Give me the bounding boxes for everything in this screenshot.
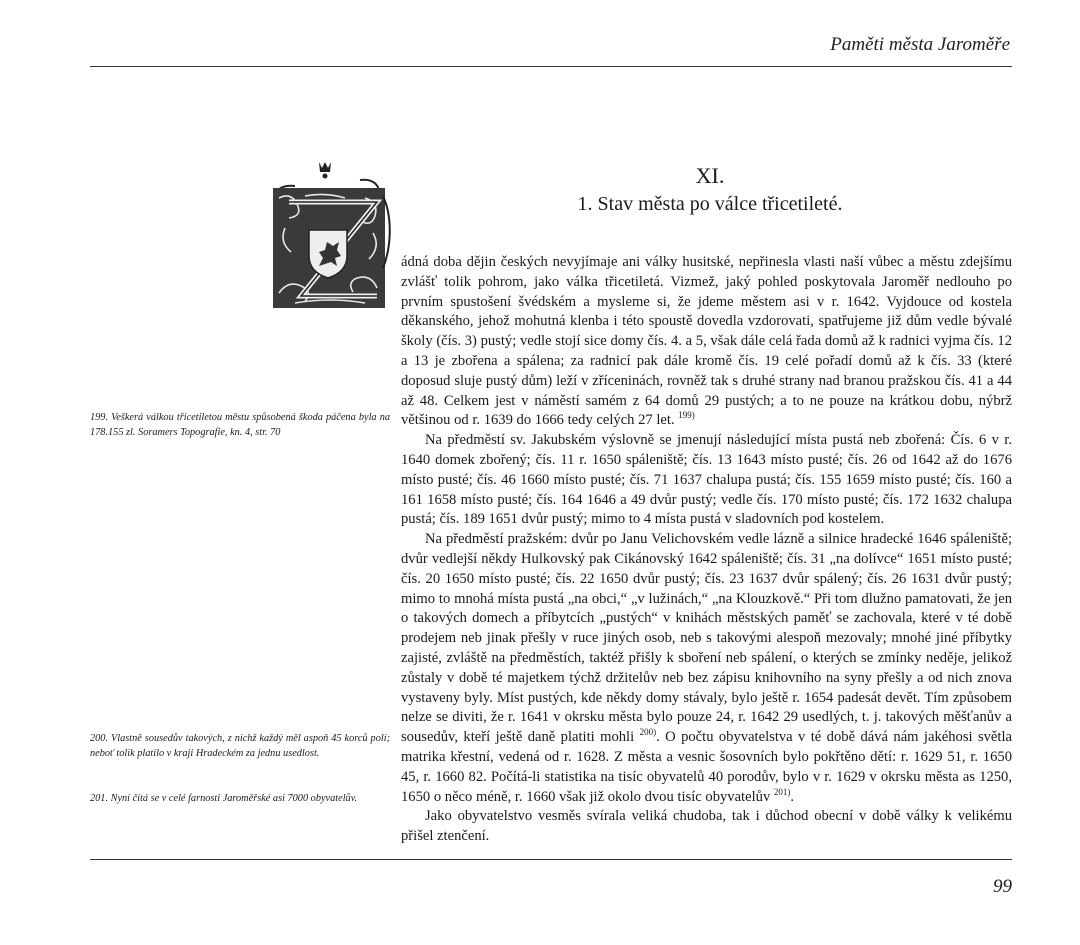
footnote-ref-201: 201) xyxy=(773,786,791,797)
paragraph-3-text-c: . xyxy=(790,788,795,805)
paragraph-3 xyxy=(401,530,1012,807)
page-number: 99 xyxy=(993,876,1012,897)
paragraph-3-text-a: Na předměstí pražském: dvůr po Janu Velichovském vedle lázně a silnice hradecké 1646 spáleniště; dvůr vedlejší někdy Hulkovský pak Cikánovský 1642 spáleniště; čís. 31 „na dolívce“ 1651 místo pusté; čís. 20 1650 místo pusté; čís. 22 1650 dvůr pustý; čís. 23 1637 dvůr spálený; čís. 26 1631 dvůr pustý; mimo to mnohá místa pustá „na obci,“ „v lužinách,“ „na Klouzkově.“ Při tom dlužno pamatovati, že jen o takových domech a příbytcích „pustých“ v knihách městských paměť se zachovala, které v té době prodejem neb jinak přešly v ruce jiných osob, neb s takovými alespoň mezovaly; mnohé jiné příbytky zajisté, zvláště na předměstích, taktéž přišly k sboření neb spálení, o kterých se zmínky neděje, jelikož zůstaly v době té majetkem týchž držitelův neb bez zápisu knihovního na syny přešly a od nich znova vystaveny byly. Míst pustých, kde někdy domy stávaly, bylo ještě r. 1654 padesát devět. Tím způsobem nelze se diviti, že r. 1641 v okrsku města bylo pouze 24, r. 1642 29 usedlých, t. j. takových měšťanův a sousedův, kteří ještě daně platiti mohli xyxy=(401,531,1012,746)
paragraph-1-text: ádná doba dějin českých nevyjímaje ani války husitské, nepřinesla vlasti naší vůbec a městu zdejšímu zvlášť tolik pohrom, jako válka třicetiletá. Vizmež, jaký pohled poskytovala Jaroměř nedlouho po prvním spustošení švédském a mysleme si, že jdeme městem asi v r. 1642. Vyjdouce od kostela děkanského, jehož mohutná klenba i této spoustě dovedla vzdorovati, spatřujeme již dům vedle bývalé školy (čís. 3) pustý; vedle stojí sice domy čís. 4. a 5, však dále celá řada domů až k radnici vyjma čís. 12 a 13 je zbořena a spálena; za radnicí pak dále kromě čís. 19 celé pořadí domů až k čís. 33 (které doposud sluje pustý dům) leží v zříceninách, rovněž tak s druhé strany nad branou pražskou čís. 41 a 44 až 48. Celkem jest v náměstí samém z 64 domů 29 pustých; a to ne pouze na krátkou dobu, nýbrž většinou od r. 1639 do 1666 tedy celých 27 let. xyxy=(401,254,1012,429)
footnote-201: 201. Nyní čítá se v celé farnosti Jaroměřské asi 7000 obyvatelův. xyxy=(90,793,358,804)
decorated-initial-letter-with-lion-crest-icon xyxy=(265,158,395,313)
footnote-200: 200. Vlastně sousedův takových, z nichž každý měl aspoň 45 korců polí; neboť tolik platilo v kraji Hradeckém za jednu usedlost. xyxy=(90,733,390,759)
body-text xyxy=(401,253,1012,847)
paragraph-4: Jako obyvatelstvo vesměs svírala veliká chudoba, tak i důchod obecní v době války k velikému přišel ztenčení. xyxy=(401,808,1012,845)
running-header: Paměti města Jaroměře xyxy=(830,34,1010,55)
header-rule xyxy=(90,66,1012,67)
paragraph-1 xyxy=(401,253,1012,431)
chapter-title: 1. Stav města po válce třicetileté. xyxy=(577,193,843,215)
chapter-number: XI. xyxy=(695,163,725,188)
paragraph-2: Na předměstí sv. Jakubském výslovně se jmenují následující místa pustá neb zbořená: Čís. 6 v r. 1640 domek zbořený; čís. 11 r. 1650 spáleniště; čís. 13 1643 místo pusté; čís. 26 od 1642 až do 1676 místo pusté; čís. 46 1660 místo pusté; čís. 71 1637 chalupa pustá; čís. 155 1659 místo pusté; čís. 160 a 161 1658 místo pusté; čís. 164 1646 a 49 dvůr pustý; vedle čís. 170 místo pusté; čís. 172 1632 chalupa pustá; čís. 189 1651 dvůr pustý; mimo to 4 místa pustá v sladovních pod kostelem. xyxy=(401,432,1012,528)
footnote-199: 199. Veškerá válkou třicetiletou městu spůsobená škoda páčena byla na 178.155 zl. Soramers Topografie, kn. 4, str. 70 xyxy=(90,412,390,438)
footnote-ref-199: 199) xyxy=(678,410,695,421)
footer-rule xyxy=(90,859,1012,860)
footnote-ref-200: 200) xyxy=(639,727,657,738)
paragraph-3-text-b: . O počtu obyvatelstva v té době dává nám jakéhosi světla matrika křestní, vedená od r. 1628. Z města a vesnic šosovních bylo pokřtěno dětí: r. 1629 51, r. 1650 45, r. 1660 82. Počítá-li statistika na tisíc obyvatelů 40 porodův, bylo v r. 1629 v okrsku města as 1250, 1650 o něco méně, r. 1660 však již okolo dvou tisíc obyvatelův xyxy=(401,729,1012,805)
